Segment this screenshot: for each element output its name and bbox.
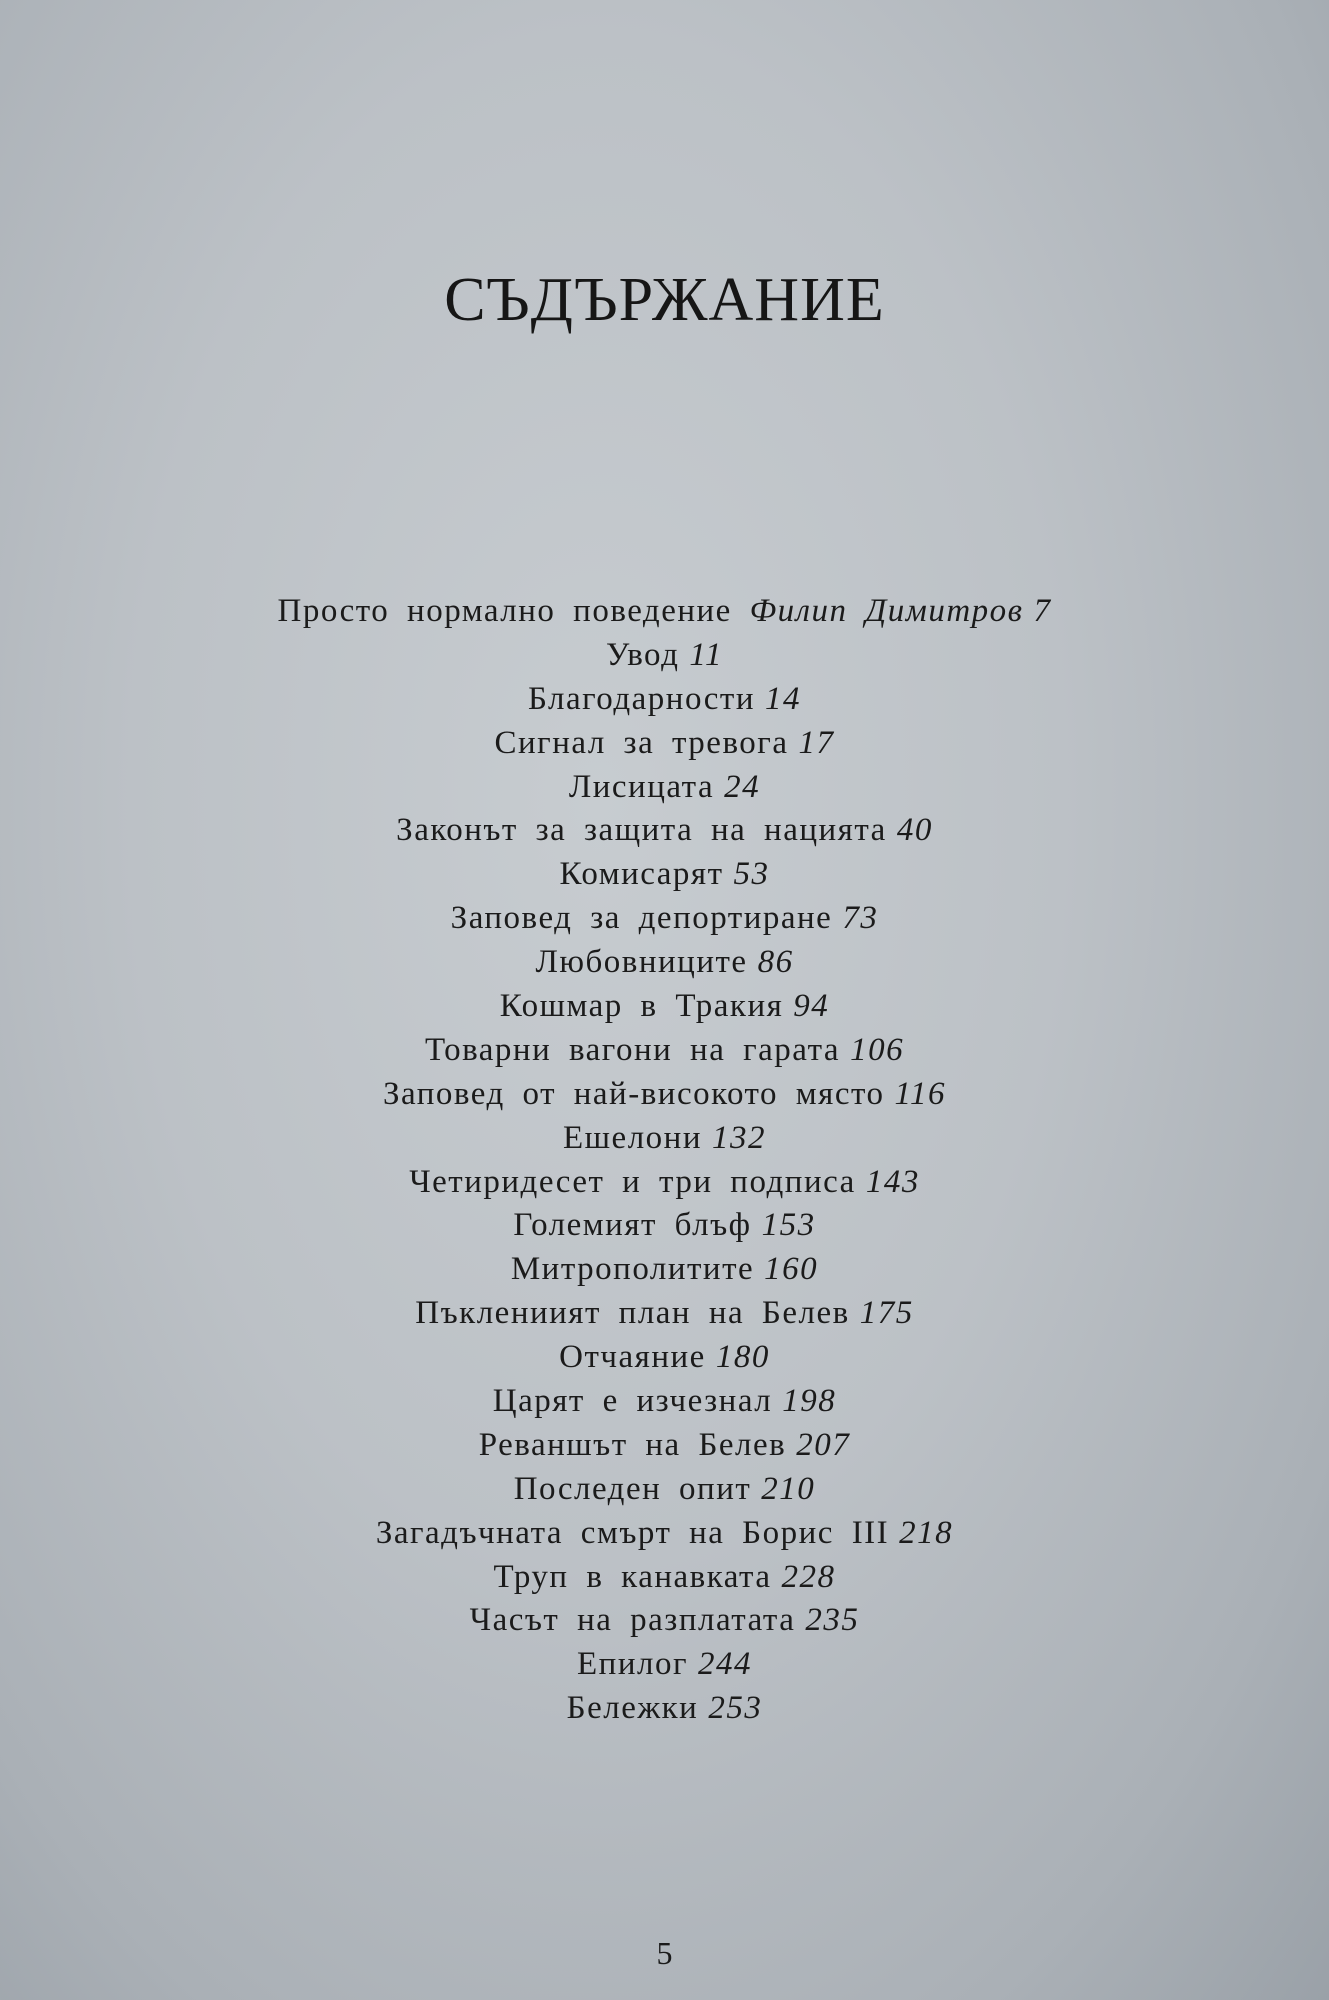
toc-entry <box>0 1204 1329 1248</box>
toc-entry-title: Сигнал за тревога <box>494 724 789 761</box>
toc-entry-title: Четиридесет и три подписа <box>409 1163 856 1200</box>
toc-entry <box>0 1073 1329 1117</box>
toc-entry-page-number: 11 <box>689 636 723 673</box>
toc-entry-page-number: 175 <box>859 1295 914 1332</box>
toc-entry-title: Часът на разплатата <box>469 1602 796 1639</box>
toc-entry <box>0 1468 1329 1512</box>
toc-entry-title: Увод <box>606 636 680 673</box>
toc-entry-title: Митрополитите <box>510 1251 755 1288</box>
toc-entry-page-number: 207 <box>796 1426 851 1463</box>
toc-entry-page-number: 94 <box>793 988 830 1025</box>
toc-entry-title: Законът за защита на нацията <box>396 812 887 849</box>
toc-entry <box>0 1599 1329 1643</box>
toc-entry-title: Комисарят <box>559 856 724 893</box>
toc-entry-page-number: 106 <box>850 1031 905 1068</box>
toc-entry-page-number: 180 <box>715 1339 770 1376</box>
toc-entry <box>0 1029 1329 1073</box>
page-title: СЪДЪРЖАНИЕ <box>444 266 885 334</box>
toc-entry-page-number: 24 <box>724 768 761 805</box>
toc-entry-title: Бележки <box>566 1690 699 1727</box>
toc-entry-title: Труп в канавката <box>493 1558 772 1595</box>
toc-entry <box>0 1161 1329 1205</box>
toc-entry-page-number: 53 <box>733 856 770 893</box>
toc-entry-page-number: 86 <box>757 944 794 981</box>
toc-entry-title: Последен опит <box>513 1470 752 1507</box>
toc-entry-page-number: 14 <box>765 680 802 717</box>
toc-entry <box>0 1424 1329 1468</box>
toc-entry <box>0 1336 1329 1380</box>
toc-entry-page-number: 253 <box>708 1690 763 1727</box>
toc-entry <box>0 1117 1329 1161</box>
toc-entry <box>0 1380 1329 1424</box>
toc-entry <box>0 1248 1329 1292</box>
toc-entry-page-number: 218 <box>899 1514 954 1551</box>
toc-entry-title: Просто нормално поведение <box>277 593 732 629</box>
toc-entry-title: Заповед от най-високото място <box>382 1075 885 1112</box>
toc-entry-title: Епилог <box>577 1646 688 1683</box>
toc-entry <box>0 634 1329 678</box>
toc-entry-page-number: 73 <box>842 900 879 937</box>
toc-entry <box>0 1687 1329 1731</box>
toc-entry-page-number: 235 <box>805 1602 860 1639</box>
toc-entry <box>0 809 1329 853</box>
toc-entry-title: Царят е изчезнал <box>492 1383 773 1420</box>
table-of-contents <box>0 590 1329 1731</box>
toc-entry-page-number: 7 <box>1033 593 1052 629</box>
toc-entry <box>0 1512 1329 1556</box>
toc-entry <box>0 678 1329 722</box>
toc-entry-title: Реваншът на Белев <box>478 1426 787 1463</box>
toc-entry <box>0 897 1329 941</box>
toc-entry <box>0 766 1329 810</box>
toc-entry-title: Лисицата <box>568 768 715 805</box>
toc-entry <box>0 853 1329 897</box>
toc-entry-page-number: 244 <box>697 1646 752 1683</box>
toc-entry <box>0 590 1329 634</box>
toc-entry-title: Благодарности <box>527 680 756 717</box>
toc-entry-title: Товарни вагони на гарата <box>424 1031 841 1068</box>
toc-entry-title: Пъклениият план на Белев <box>415 1295 850 1332</box>
toc-entry-page-number: 132 <box>712 1119 766 1156</box>
toc-entry <box>0 722 1329 766</box>
toc-entry-title: Ешелони <box>562 1119 702 1156</box>
page-number: 5 <box>656 1935 673 1971</box>
toc-entry-page-number: 153 <box>761 1207 816 1244</box>
toc-entry-author: Филип Димитров <box>749 593 1024 629</box>
toc-entry-title: Любовниците <box>535 944 748 981</box>
toc-entry-page-number: 228 <box>781 1558 836 1595</box>
toc-entry-title: Загадъчната смърт на Борис III <box>375 1514 890 1551</box>
toc-entry-title: Отчаяние <box>559 1339 706 1376</box>
toc-entry-title: Кошмар в Тракия <box>499 988 784 1025</box>
toc-entry <box>0 1292 1329 1336</box>
toc-entry <box>0 1643 1329 1687</box>
toc-entry-page-number: 198 <box>782 1383 837 1420</box>
toc-entry-page-number: 210 <box>761 1470 816 1507</box>
toc-entry-page-number: 17 <box>798 724 835 761</box>
toc-entry-page-number: 40 <box>896 812 933 849</box>
toc-entry-page-number: 160 <box>764 1251 819 1288</box>
toc-entry-page-number: 116 <box>894 1075 947 1112</box>
toc-entry <box>0 941 1329 985</box>
toc-entry-title: Големият блъф <box>513 1207 752 1244</box>
toc-entry <box>0 1556 1329 1600</box>
toc-entry-page-number: 143 <box>865 1163 920 1200</box>
toc-entry <box>0 985 1329 1029</box>
toc-entry-title: Заповед за депортиране <box>450 900 833 937</box>
